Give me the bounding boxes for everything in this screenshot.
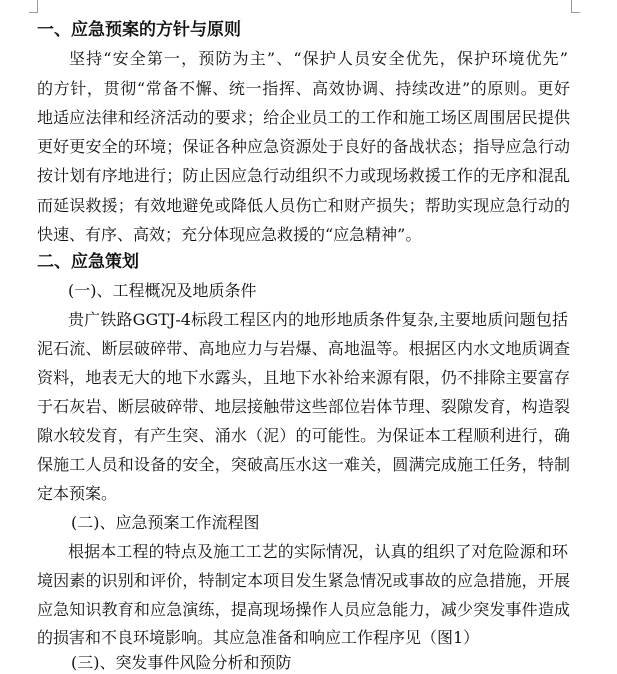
paragraph-line: 根据本工程的特点及施工工艺的实际情况，认真的组织了对危险源和环	[68, 542, 568, 561]
paragraph-line: 更好更安全的环境；保证各种应急资源处于良好的备战状态；指导应急行动	[37, 137, 570, 156]
paragraph-line: 定本预案。	[37, 484, 118, 503]
paragraph-line: 的损害和不良环境影响。其应急准备和响应工作程序见（图1）	[37, 628, 480, 647]
paragraph-line: 而延误救援；有效地避免或降低人员伤亡和财产损失；帮助实现应急行动的	[37, 196, 570, 215]
paragraph-line: 地适应法律和经济活动的要求；给企业员工的工作和施工场区周围居民提供	[37, 108, 570, 127]
heading-principles: 一、应急预案的方针与原则	[37, 20, 241, 40]
paragraph-line: 按计划有序地进行；防止因应急行动组织不力或现场救援工作的无序和混乱	[37, 166, 570, 185]
paragraph-line: 于石灰岩、断层破碎带、地层接触带这些部位岩体节理、裂隙发育，构造裂	[37, 397, 570, 416]
paragraph-line: 贵广铁路GGTJ-4标段工程区内的地形地质条件复杂,主要地质问题包括	[68, 310, 568, 329]
crop-mark-top-left	[29, 0, 38, 13]
paragraph-line: 资料，地表无大的地下水露头，且地下水补给来源有限，仍不排除主要富存	[37, 368, 570, 387]
subheading-risk: (三)、突发事件风险分析和预防	[71, 653, 292, 672]
paragraph-line: 的方针，贯彻“常备不懈、统一指挥、高效协调、持续改进”的原则。更好	[37, 79, 570, 98]
heading-planning: 二、应急策划	[37, 252, 139, 272]
paragraph-line: 坚持“安全第一，预防为主”、“保护人员安全优先，保护环境优先”	[69, 49, 568, 68]
subheading-workflow: (二)、应急预案工作流程图	[71, 513, 260, 532]
paragraph-line: 保施工人员和设备的安全，突破高压水这一难关，圆满完成施工任务，特制	[37, 455, 570, 474]
subheading-overview: (一)、工程概况及地质条件	[68, 281, 257, 300]
paragraph-line: 快速、有序、高效；充分体现应急救援的“应急精神”。	[37, 225, 422, 244]
paragraph-line: 境因素的识别和评价，特制定本项目发生紧急情况或事故的应急措施，开展	[37, 571, 570, 590]
crop-mark-top-right	[571, 0, 580, 13]
paragraph-line: 隙水较发育，有产生突、涌水（泥）的可能性。为保证本工程顺利进行，确	[37, 426, 570, 445]
paragraph-line: 泥石流、断层破碎带、高地应力与岩爆、高地温等。根据区内水文地质调查	[37, 339, 570, 358]
paragraph-line: 应急知识教育和应急演练，提高现场操作人员应急能力，减少突发事件造成	[37, 600, 570, 619]
